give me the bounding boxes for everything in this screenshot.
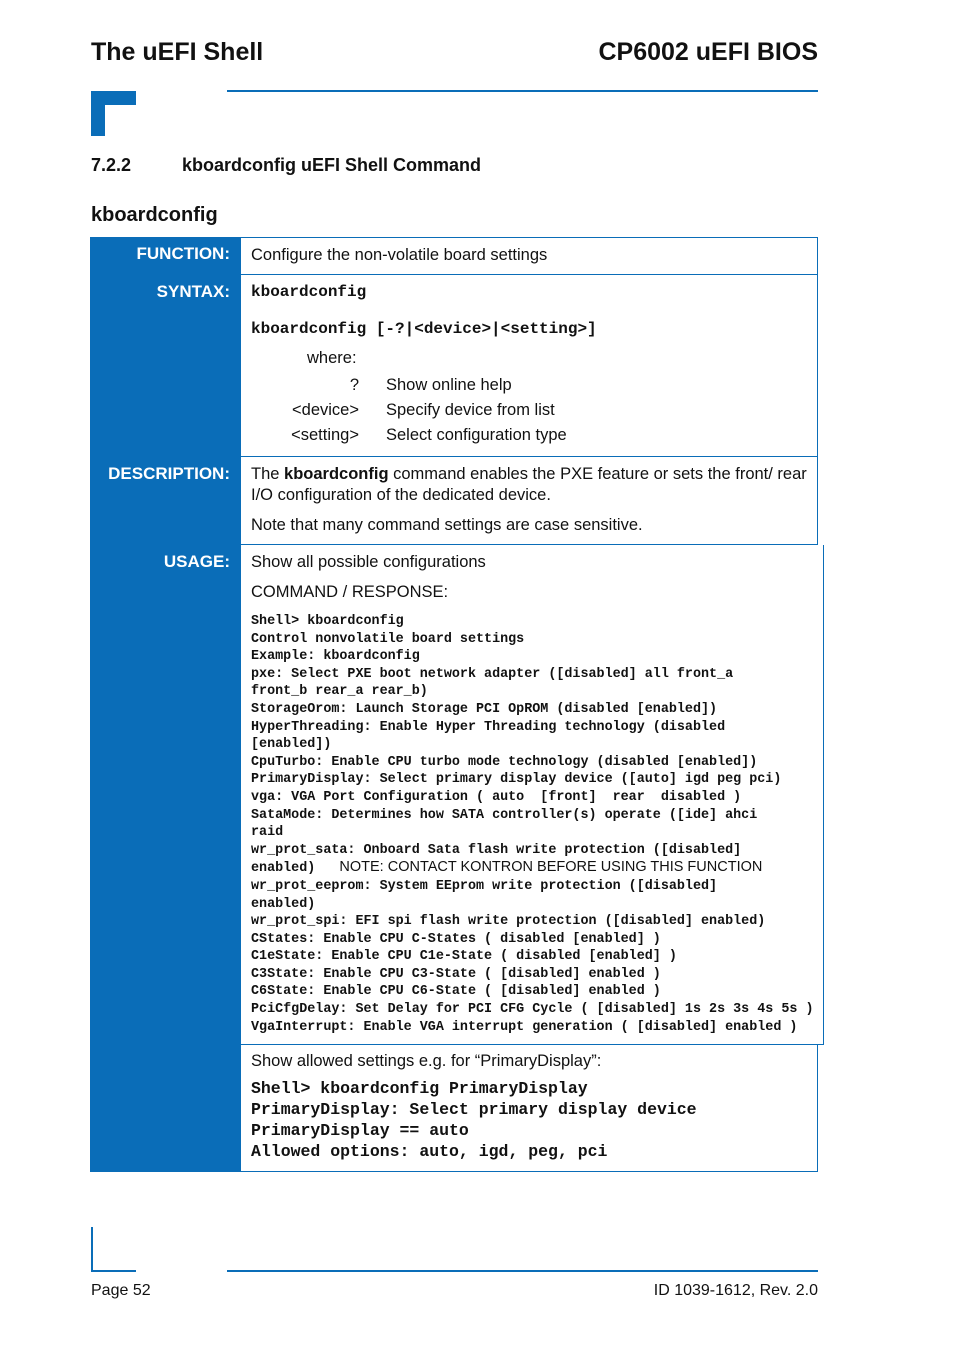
command-table xyxy=(90,237,818,1172)
code-line: vga: VGA Port Configuration ( auto [front] rear disabled ) xyxy=(251,789,742,805)
usage-row xyxy=(90,545,818,1045)
description-cell xyxy=(240,457,818,545)
footer-rule xyxy=(227,1270,818,1272)
code-line: VgaInterrupt: Enable VGA interrupt generation ( [disabled] enabled ) xyxy=(251,1019,798,1035)
code-line: wr_prot_spi: EFI spi flash write protection ([disabled] enabled) xyxy=(251,914,766,930)
page-number: Page 52 xyxy=(91,1282,151,1299)
function-row xyxy=(90,237,818,275)
header-chapter-title: The uEFI Shell xyxy=(91,38,264,66)
code-line: CpuTurbo: Enable CPU turbo mode technology (disabled [enabled]) xyxy=(251,754,758,770)
code-line: C6State: Enable CPU C6-State ( [disabled] enabled ) xyxy=(251,984,661,1000)
usage-example-row xyxy=(90,1045,818,1172)
code-line: Shell> kboardconfig PrimaryDisplay xyxy=(251,1079,588,1099)
code-fragment: enabled) xyxy=(251,861,316,877)
usage-example-intro: Show allowed settings e.g. for “PrimaryDisplay”: xyxy=(251,1052,602,1071)
code-line: PrimaryDisplay: Select primary display device ([auto] igd peg pci) xyxy=(251,772,782,788)
code-line: raid xyxy=(251,825,284,841)
warning-note: NOTE: CONTACT KONTRON BEFORE USING THIS FUNCTION xyxy=(339,859,763,876)
description-note: Note that many command settings are case sensitive. xyxy=(251,516,643,534)
code-line: C1eState: Enable CPU C1e-State ( disabled [enabled] ) xyxy=(251,949,677,965)
option-desc: Specify device from list xyxy=(386,401,555,419)
usage-label: USAGE: xyxy=(90,545,240,1045)
description-row xyxy=(90,457,818,545)
usage-cell xyxy=(240,545,824,1045)
code-line: PciCfgDelay: Set Delay for PCI CFG Cycle ( [disabled] 1s 2s 3s 4s 5s ) xyxy=(251,1002,814,1018)
code-line: enabled) xyxy=(251,896,316,912)
code-line: Shell> kboardconfig xyxy=(251,614,404,629)
description-text: The xyxy=(251,465,285,483)
option-row xyxy=(251,398,808,423)
command-title: kboardconfig xyxy=(91,204,218,226)
syntax-label: SYNTAX: xyxy=(90,275,240,457)
usage-code-block xyxy=(251,613,814,1036)
document-id: ID 1039-1612, Rev. 2.0 xyxy=(653,1282,818,1299)
code-line: [enabled]) xyxy=(251,737,332,753)
syntax-row xyxy=(90,275,818,457)
code-line: PrimaryDisplay == auto xyxy=(251,1121,469,1141)
usage-command-response: COMMAND / RESPONSE: xyxy=(251,583,449,601)
syntax-line-2: kboardconfig [-?|<device>|<setting>] xyxy=(251,320,597,338)
code-line: Control nonvolatile board settings xyxy=(251,631,525,647)
description-command: kboardconfig xyxy=(284,465,389,483)
option-row xyxy=(251,373,808,398)
header-document-title: CP6002 uEFI BIOS xyxy=(598,38,818,66)
usage-example-cell xyxy=(240,1045,818,1172)
syntax-cell xyxy=(240,275,818,457)
code-line: PrimaryDisplay: Select primary display device xyxy=(251,1100,697,1120)
code-line: Allowed options: auto, igd, peg, pci xyxy=(251,1142,608,1162)
syntax-where: where: xyxy=(307,349,357,367)
option-row xyxy=(251,423,808,448)
code-line: front_b rear_a rear_b) xyxy=(251,684,428,700)
description-paragraph xyxy=(251,464,808,506)
section-title: kboardconfig uEFI Shell Command xyxy=(182,155,482,175)
code-line: SataMode: Determines how SATA controller(s) operate ([ide] ahci xyxy=(251,807,758,823)
description-label: DESCRIPTION: xyxy=(90,457,240,545)
code-line-with-note xyxy=(251,859,814,878)
option-key: <device> xyxy=(292,401,359,419)
option-desc: Select configuration type xyxy=(386,426,567,444)
code-line: HyperThreading: Enable Hyper Threading technology (disabled xyxy=(251,719,726,735)
option-key: ? xyxy=(349,376,359,394)
description-text: command enables the PXE feature or sets the front/ rear I/O configuration of the dedicated device. xyxy=(251,465,807,504)
code-line: StorageOrom: Launch Storage PCI OpROM (disabled [enabled]) xyxy=(251,701,718,717)
function-label: FUNCTION: xyxy=(90,237,240,275)
code-line: wr_prot_eeprom: System EEprom write protection ([disabled] xyxy=(251,878,718,894)
syntax-line-1: kboardconfig xyxy=(251,283,367,301)
usage-intro: Show all possible configurations xyxy=(251,553,486,571)
corner-mark-bottom xyxy=(91,1227,136,1272)
code-line: wr_prot_sata: Onboard Sata flash write protection ([disabled] xyxy=(251,842,742,858)
code-line: pxe: Select PXE boot network adapter ([disabled] all front_a xyxy=(251,666,734,682)
option-key: <setting> xyxy=(291,426,359,444)
section-number: 7.2.2 xyxy=(91,155,132,175)
code-line: CStates: Enable CPU C-States ( disabled [enabled] ) xyxy=(251,931,661,947)
corner-mark-top xyxy=(91,91,136,136)
code-line: Example: kboardconfig xyxy=(251,649,420,665)
usage-example-code xyxy=(251,1078,808,1162)
code-line: C3State: Enable CPU C3-State ( [disabled] enabled ) xyxy=(251,966,661,982)
header-rule xyxy=(227,90,818,92)
option-desc: Show online help xyxy=(386,376,512,394)
usage-label-blank xyxy=(90,1045,240,1172)
function-text: Configure the non-volatile board settings xyxy=(240,237,818,275)
